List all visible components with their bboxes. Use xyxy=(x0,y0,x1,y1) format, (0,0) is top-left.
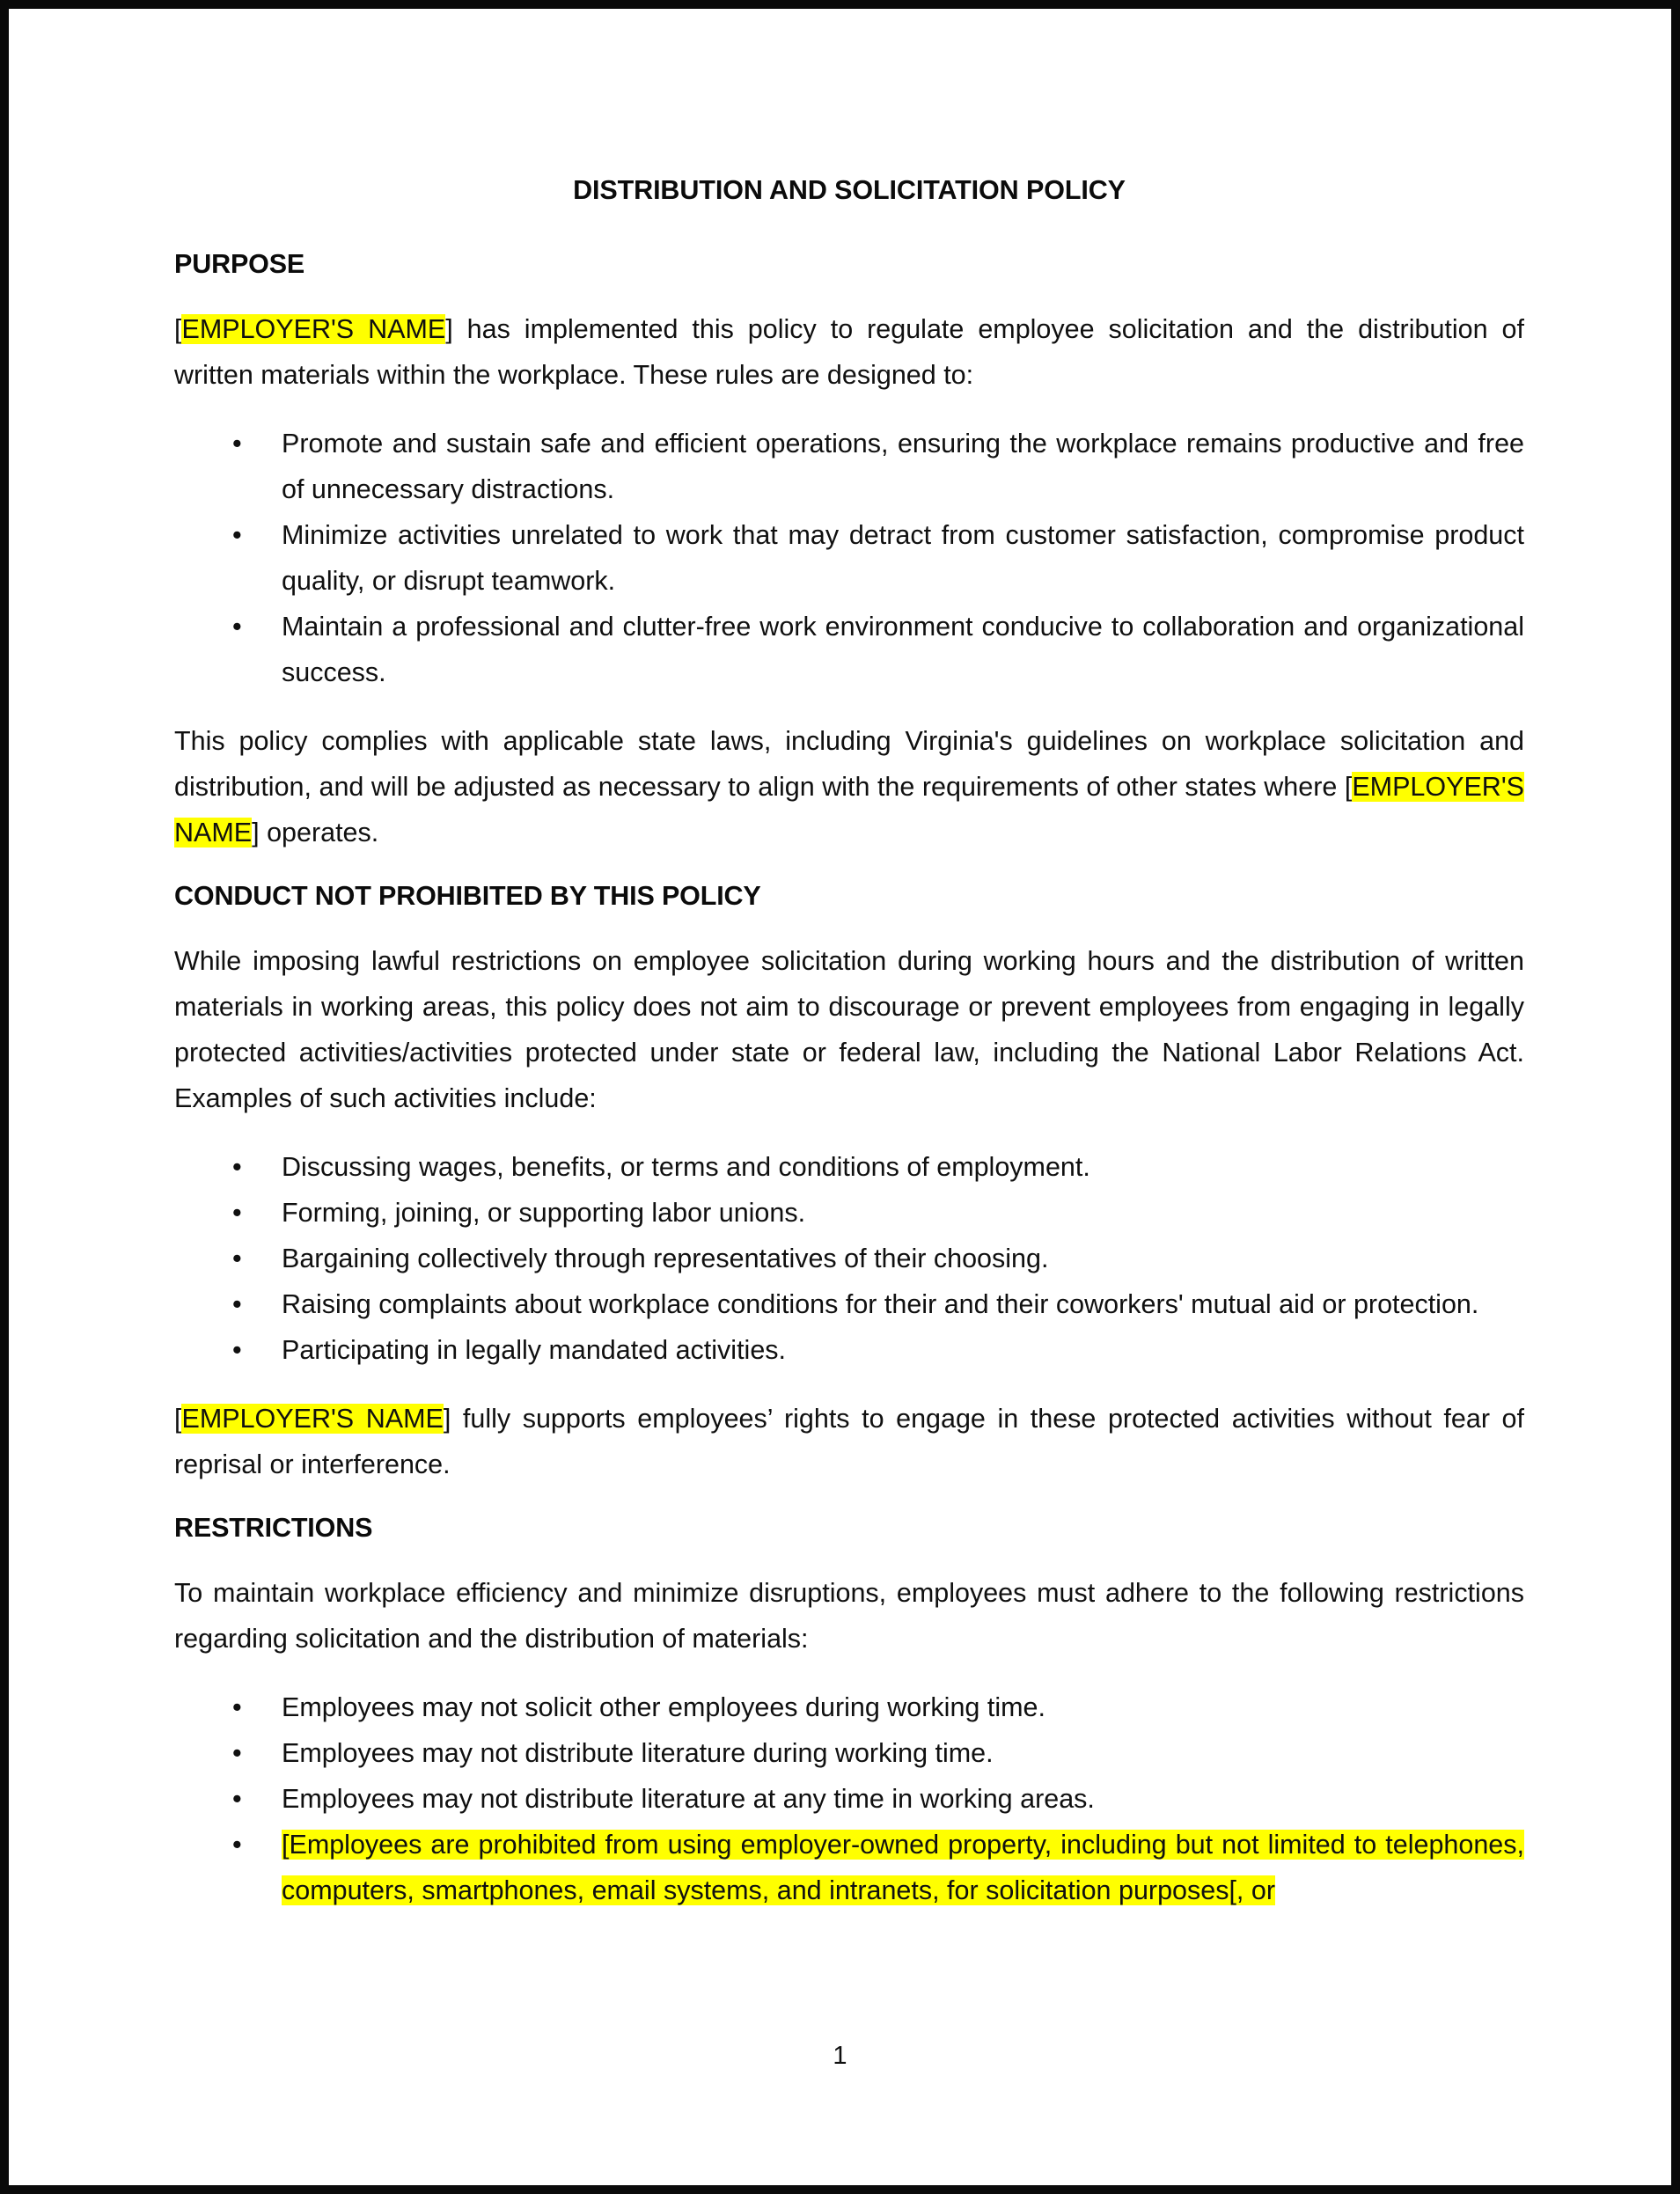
bullet-icon: • xyxy=(232,1335,242,1365)
compliance-text-after: ] operates. xyxy=(252,818,379,848)
page-title: DISTRIBUTION AND SOLICITATION POLICY xyxy=(573,175,1126,205)
restrictions-intro-paragraph: To maintain workplace efficiency and minimize disruptions, employees must adhere to the following restrictions regarding solicitation and the distribution of materials: xyxy=(174,1578,1524,1654)
list-item xyxy=(174,1190,1524,1236)
list-item-text: Raising complaints about workplace conditions for their and their coworkers' mutual aid or protection. xyxy=(282,1289,1479,1319)
document-body xyxy=(174,172,1524,1936)
conduct-closing-paragraph xyxy=(174,1396,1524,1487)
section-heading-conduct-not-prohibited: CONDUCT NOT PROHIBITED BY THIS POLICY xyxy=(174,881,761,911)
section-heading-purpose: PURPOSE xyxy=(174,249,305,279)
list-item-text: Maintain a professional and clutter-free work environment conducive to collaboration and organizational success. xyxy=(282,612,1524,687)
list-item-text: Participating in legally mandated activities. xyxy=(282,1335,787,1365)
list-item-text: Forming, joining, or supporting labor unions. xyxy=(282,1198,806,1228)
list-item xyxy=(174,512,1524,604)
list-item-highlighted xyxy=(174,1822,1524,1913)
conduct-closing-text: ] fully supports employees’ rights to engage in these protected activities without fear of reprisal or interference. xyxy=(174,1404,1524,1479)
bullet-icon: • xyxy=(232,1738,242,1768)
list-item-text: Minimize activities unrelated to work that may detract from customer satisfaction, compromise product quality, or disrupt teamwork. xyxy=(282,520,1524,596)
conduct-bullet-list xyxy=(174,1144,1524,1373)
list-item xyxy=(174,1776,1524,1822)
employer-name-placeholder: EMPLOYER'S NAME xyxy=(181,1404,444,1434)
employer-name-placeholder: EMPLOYER'S NAME xyxy=(181,314,446,344)
list-item-text: Bargaining collectively through representatives of their choosing. xyxy=(282,1244,1049,1273)
purpose-compliance-paragraph xyxy=(174,718,1524,855)
bullet-icon: • xyxy=(232,1152,242,1182)
bullet-icon: • xyxy=(232,1198,242,1228)
purpose-intro-text: ] has implemented this policy to regulate employee solicitation and the distribution of written materials within the workplace. These rules are designed to: xyxy=(174,314,1524,390)
list-item xyxy=(174,1730,1524,1776)
list-item xyxy=(174,1236,1524,1281)
list-item xyxy=(174,421,1524,512)
list-item xyxy=(174,1327,1524,1373)
compliance-text-before: This policy complies with applicable state laws, including Virginia's guidelines on workplace solicitation and distribution, and will be adjusted as necessary to align with the requirements of other states where [ xyxy=(174,726,1524,802)
employer-name-placeholder: EMPLOYER'S NAME xyxy=(174,772,1524,848)
purpose-bullet-list xyxy=(174,421,1524,695)
list-item-text: [Employees are prohibited from using employer-owned property, including but not limited to telephones, computers, smartphones, email systems, and intranets, for solicitation purposes[, or xyxy=(282,1830,1524,1905)
list-item xyxy=(174,1281,1524,1327)
open-bracket: [ xyxy=(174,1404,182,1434)
list-item xyxy=(174,604,1524,695)
bullet-icon: • xyxy=(232,1830,242,1860)
list-item-text: Promote and sustain safe and efficient operations, ensuring the workplace remains productive and free of unnecessary distractions. xyxy=(282,429,1524,504)
list-item-text: Employees may not solicit other employees during working time. xyxy=(282,1692,1045,1722)
bullet-icon: • xyxy=(232,1289,242,1319)
list-item-text: Employees may not distribute literature at any time in working areas. xyxy=(282,1784,1095,1814)
bullet-icon: • xyxy=(232,1244,242,1273)
bullet-icon: • xyxy=(232,520,242,550)
conduct-intro-paragraph: While imposing lawful restrictions on employee solicitation during working hours and the distribution of written materials in working areas, this policy does not aim to discourage or prevent employees from engaging in legally protected activities/activities protected under state or federal law, including the National Labor Relations Act. Examples of such activities include: xyxy=(174,946,1524,1113)
bullet-icon: • xyxy=(232,1784,242,1814)
page-sheet xyxy=(9,9,1671,2185)
list-item xyxy=(174,1684,1524,1730)
section-heading-restrictions: RESTRICTIONS xyxy=(174,1513,373,1543)
open-bracket: [ xyxy=(174,314,182,344)
list-item xyxy=(174,1144,1524,1190)
bullet-icon: • xyxy=(232,1692,242,1722)
purpose-intro-paragraph xyxy=(174,306,1524,398)
list-item-text: Employees may not distribute literature during working time. xyxy=(282,1738,994,1768)
bullet-icon: • xyxy=(232,429,242,459)
restrictions-bullet-list xyxy=(174,1684,1524,1913)
page-number: 1 xyxy=(833,2042,847,2070)
bullet-icon: • xyxy=(232,612,242,642)
list-item-text: Discussing wages, benefits, or terms and conditions of employment. xyxy=(282,1152,1090,1182)
